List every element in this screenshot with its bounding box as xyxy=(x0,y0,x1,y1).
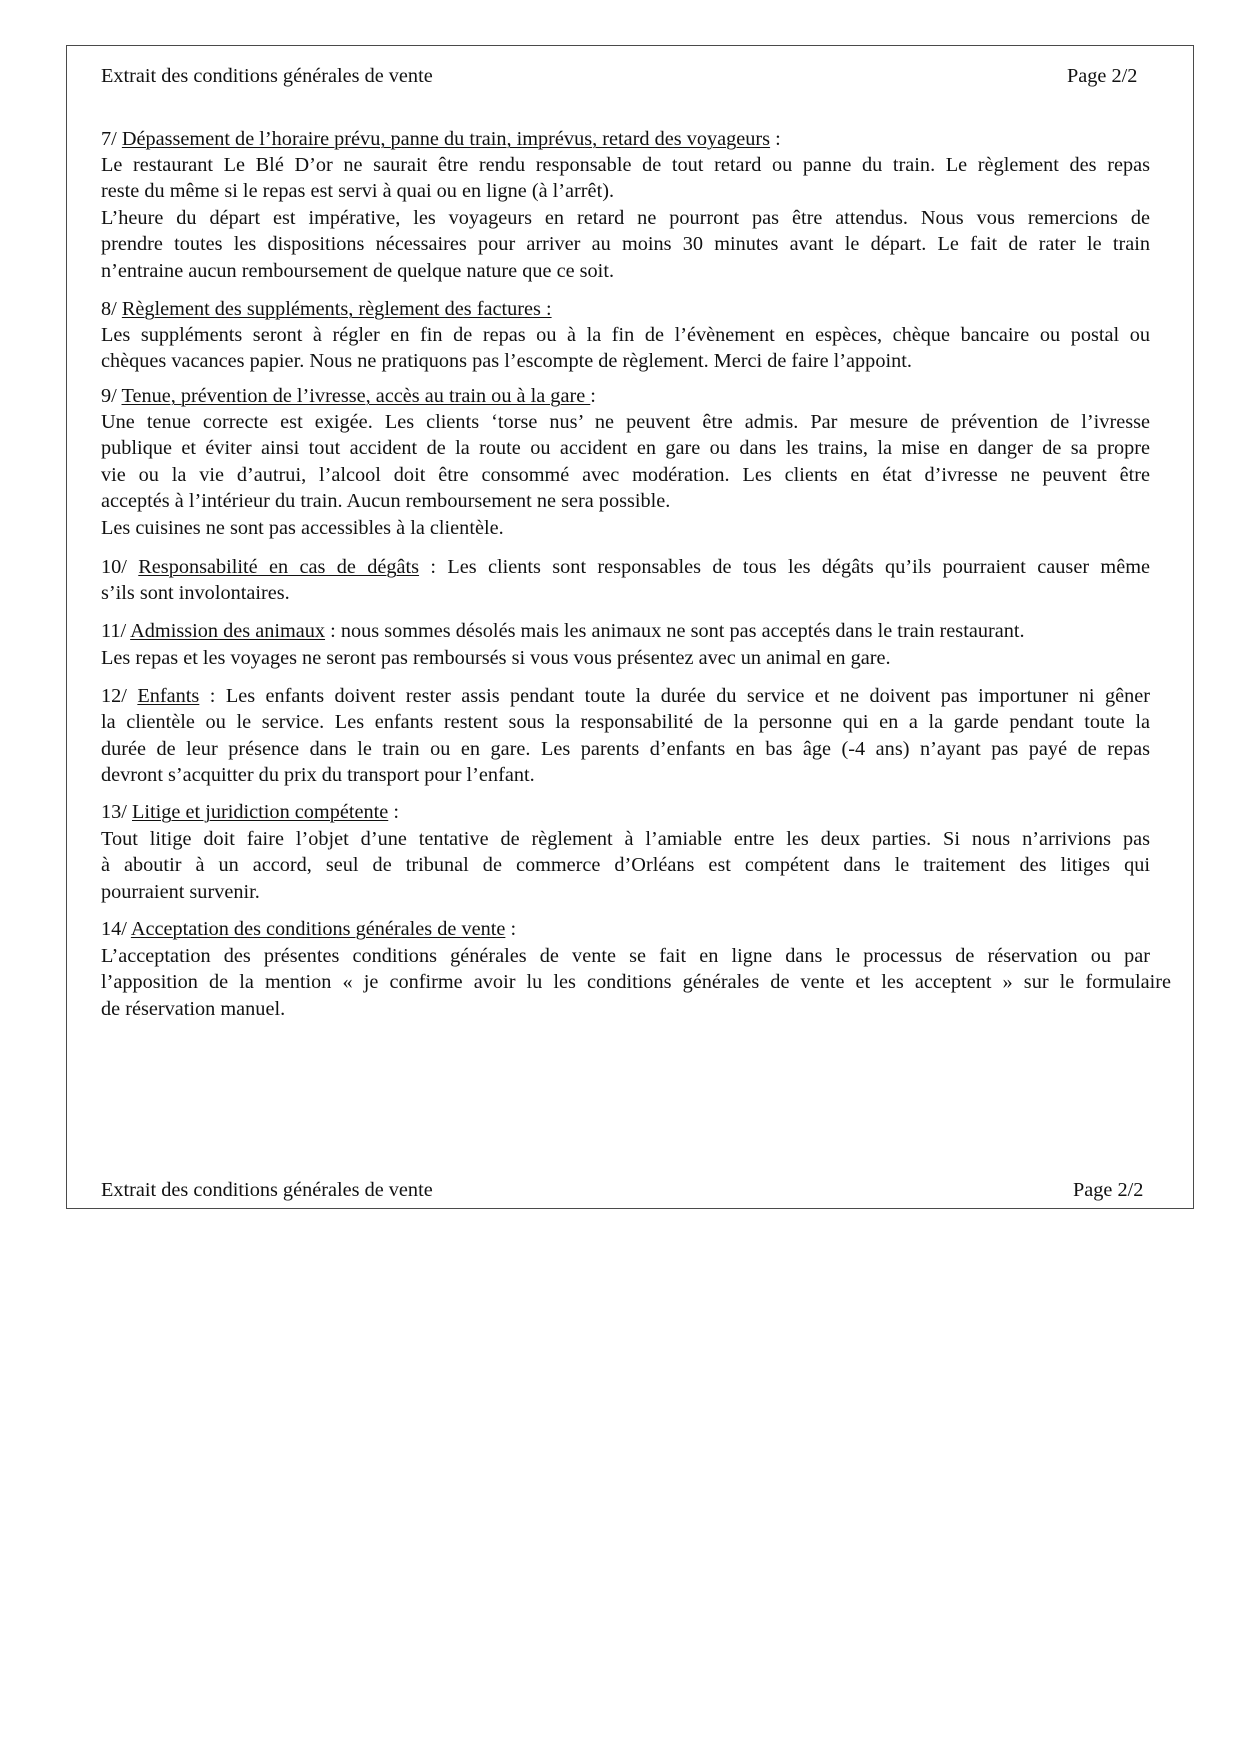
section-heading: 13/ Litige et juridiction compétente : xyxy=(101,801,399,823)
paragraph-line: reste du même si le repas est servi à quai ou en ligne (à l’arrêt). xyxy=(101,180,615,202)
section-heading: 10/ Responsabilité en cas de dégâts : Les clients sont responsables de tous les dégâts qu’ils pourraient causer même xyxy=(101,556,1150,578)
paragraph-line: pourraient survenir. xyxy=(101,881,260,903)
paragraph-line: Les repas et les voyages ne seront pas remboursés si vous vous présentez avec un animal en gare. xyxy=(101,647,891,669)
paragraph-line: n’entraine aucun remboursement de quelque nature que ce soit. xyxy=(101,260,615,282)
paragraph-line: acceptés à l’intérieur du train. Aucun remboursement ne sera possible. xyxy=(101,490,671,512)
paragraph-line: chèques vacances papier. Nous ne pratiquons pas l’escompte de règlement. Merci de faire l’appoint. xyxy=(101,350,912,372)
paragraph-line: Une tenue correcte est exigée. Les clients ‘torse nus’ ne peuvent être admis. Par mesure de prévention de l’ivresse xyxy=(101,411,1150,433)
section-heading: 11/ Admission des animaux : nous sommes désolés mais les animaux ne sont pas acceptés dans le train restaurant. xyxy=(101,620,1025,642)
paragraph-line: L’heure du départ est impérative, les voyageurs en retard ne pourront pas être attendus. Nous vous remercions de xyxy=(101,207,1150,229)
paragraph-line: Le restaurant Le Blé D’or ne saurait être rendu responsable de tout retard ou panne du train. Le règlement des repas xyxy=(101,154,1150,176)
section-heading: 12/ Enfants : Les enfants doivent rester assis pendant toute la durée du service et ne doivent pas importuner ni gêner xyxy=(101,685,1150,707)
paragraph-line: durée de leur présence dans le train ou en gare. Les parents d’enfants en bas âge (-4 ans) n’ayant pas payé de repas xyxy=(101,738,1150,760)
paragraph-line: publique et éviter ainsi tout accident de la route ou accident en gare ou dans les trains, la mise en danger de sa propre xyxy=(101,437,1150,459)
paragraph-line: prendre toutes les dispositions nécessaires pour arriver au moins 30 minutes avant le départ. Le fait de rater le train xyxy=(101,233,1150,255)
paragraph-line: Tout litige doit faire l’objet d’une tentative de règlement à l’amiable entre les deux parties. Si nous n’arrivions pas xyxy=(101,828,1150,850)
paragraph-line: de réservation manuel. xyxy=(101,998,286,1020)
paragraph-line: Les suppléments seront à régler en fin de repas ou à la fin de l’évènement en espèces, chèque bancaire ou postal ou xyxy=(101,324,1150,346)
section-heading: 9/ Tenue, prévention de l’ivresse, accès au train ou à la gare : xyxy=(101,385,596,407)
paragraph-line: vie ou la vie d’autrui, l’alcool doit être consommé avec modération. Les clients en état d’ivresse ne peuvent être xyxy=(101,464,1150,486)
paragraph-line: l’apposition de la mention « je confirme avoir lu les conditions générales de vente et les acceptent » sur le formulaire xyxy=(101,971,1171,993)
paragraph-line: L’acceptation des présentes conditions générales de vente se fait en ligne dans le processus de réservation ou par xyxy=(101,945,1150,967)
paragraph-line: la clientèle ou le service. Les enfants restent sous la responsabilité de la personne qui en a la garde pendant toute la xyxy=(101,711,1150,733)
footer-page-number: Page 2/2 xyxy=(1073,1179,1144,1201)
paragraph-line: à aboutir à un accord, seul de tribunal de commerce d’Orléans est compétent dans le traitement des litiges qui xyxy=(101,854,1150,876)
footer-title: Extrait des conditions générales de vente xyxy=(101,1179,433,1201)
header-page-number: Page 2/2 xyxy=(1067,65,1138,87)
section-heading: 7/ Dépassement de l’horaire prévu, panne du train, imprévus, retard des voyageurs : xyxy=(101,128,781,150)
section-heading: 8/ Règlement des suppléments, règlement des factures : xyxy=(101,298,552,320)
paragraph-line: s’ils sont involontaires. xyxy=(101,582,290,604)
paragraph-line: Les cuisines ne sont pas accessibles à la clientèle. xyxy=(101,517,504,539)
section-heading: 14/ Acceptation des conditions générales de vente : xyxy=(101,918,517,940)
paragraph-line: devront s’acquitter du prix du transport pour l’enfant. xyxy=(101,764,535,786)
header-title: Extrait des conditions générales de vente xyxy=(101,65,433,87)
